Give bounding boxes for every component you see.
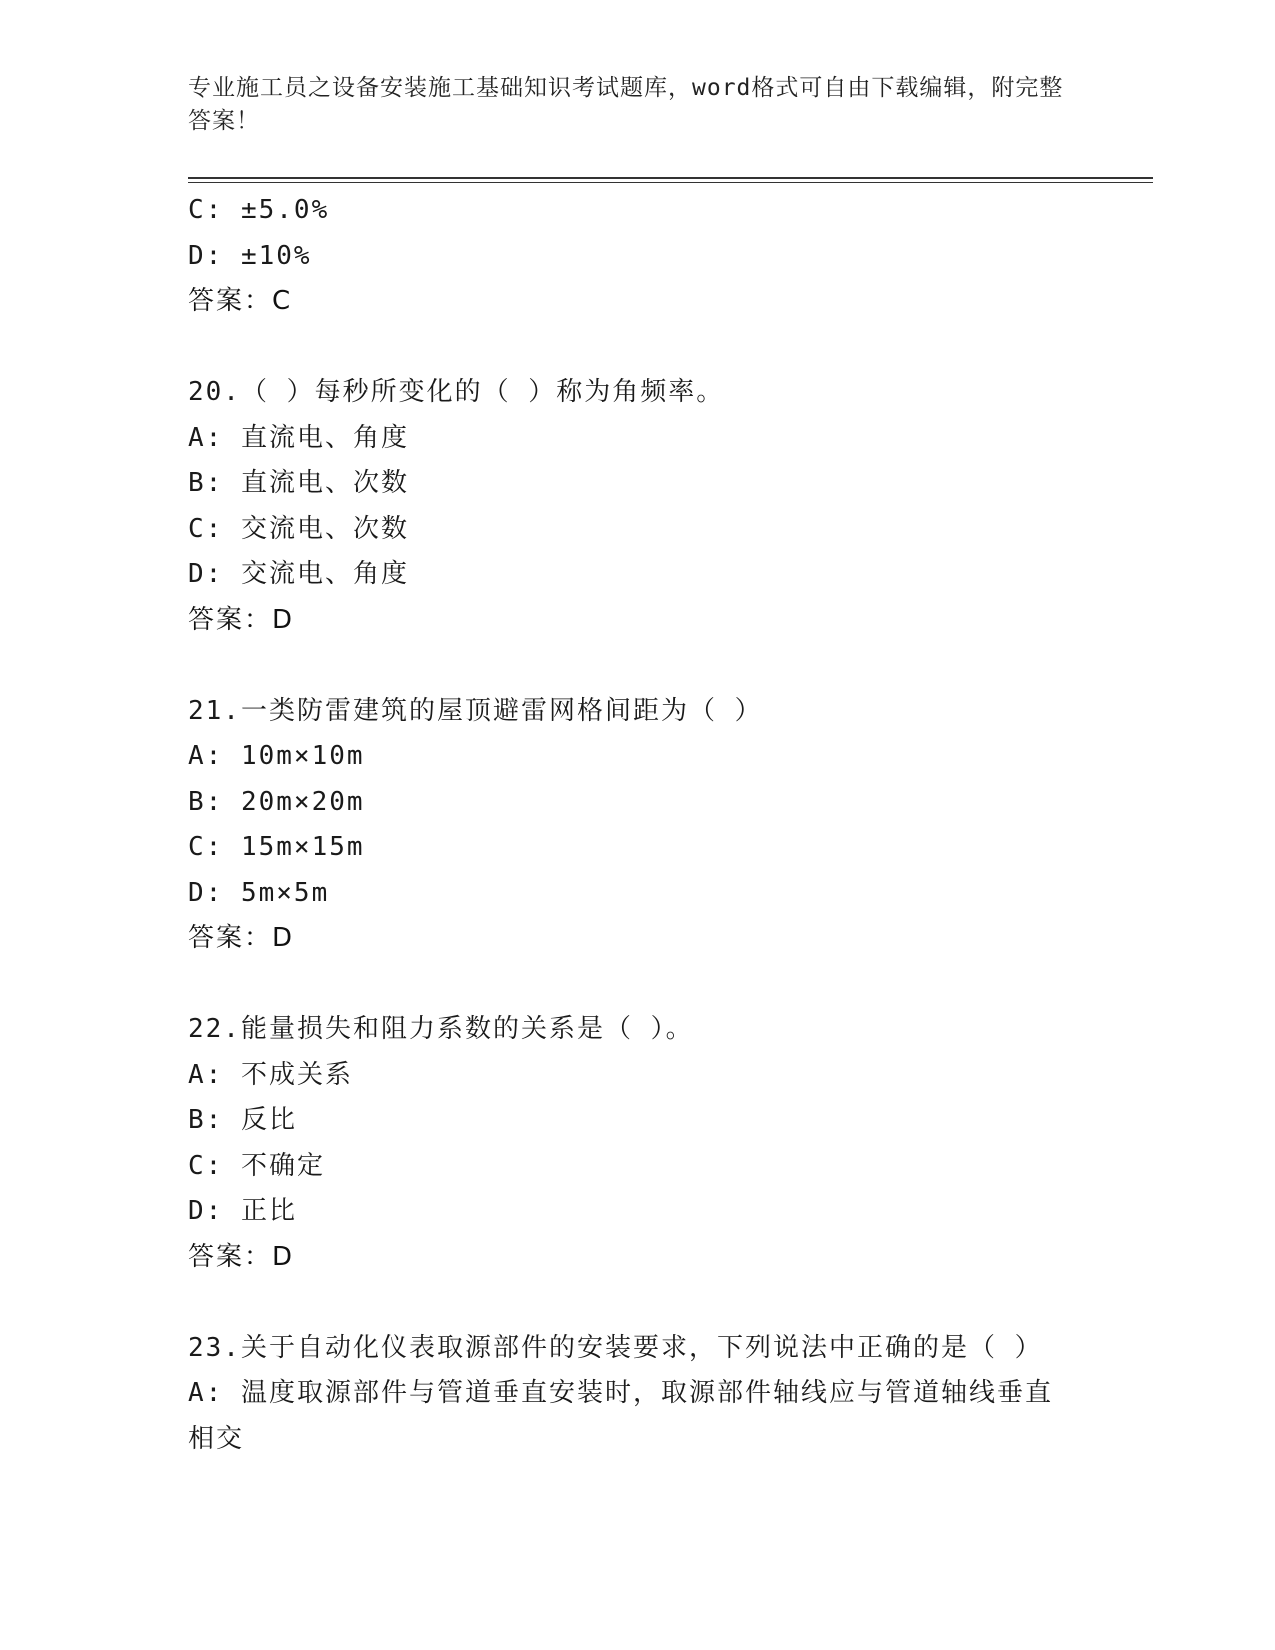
option-a: A: 温度取源部件与管道垂直安装时，取源部件轴线应与管道轴线垂直相交 (188, 1378, 1053, 1454)
header-divider-thick (188, 177, 1153, 179)
option-a: A: 不成关系 (188, 1059, 353, 1090)
option-b: B: 直流电、次数 (188, 468, 409, 498)
spacer (188, 325, 1088, 371)
option-c: C: 不确定 (188, 1150, 325, 1181)
answer-line: 答案：C (188, 286, 293, 316)
answer-line: 答案：D (188, 923, 295, 953)
document-body (188, 188, 1088, 1462)
option-d: D: 交流电、角度 (188, 559, 409, 589)
question-19-partial (188, 188, 1088, 325)
answer-line: 答案：D (188, 604, 295, 635)
question-stem: 23.关于自动化仪表取源部件的安装要求，下列说法中正确的是（ ） (188, 1332, 1043, 1363)
option-d: D: ±10% (188, 240, 312, 271)
answer-line: 答案：D (188, 1241, 295, 1272)
option-c: C: 15m×15m (188, 832, 365, 862)
question-20 (188, 370, 1088, 643)
spacer (188, 962, 1088, 1008)
option-b: B: 反比 (188, 1105, 297, 1135)
question-stem: 22.能量损失和阻力系数的关系是（ ）。 (188, 1014, 694, 1044)
option-d: D: 5m×5m (188, 877, 330, 908)
option-c: C: ±5.0% (188, 195, 330, 225)
header-divider-thin (188, 182, 1153, 183)
question-21 (188, 689, 1088, 962)
option-b: B: 20m×20m (188, 786, 365, 817)
page-header: 专业施工员之设备安装施工基础知识考试题库，word格式可自由下载编辑，附完整答案！ (188, 75, 1064, 134)
option-d: D: 正比 (188, 1196, 297, 1226)
question-stem: 20.（ ）每秒所变化的（ ）称为角频率。 (188, 377, 725, 407)
question-22 (188, 1007, 1088, 1280)
spacer (188, 1280, 1088, 1326)
option-c: C: 交流电、次数 (188, 513, 409, 544)
option-a: A: 10m×10m (188, 741, 365, 771)
spacer (188, 643, 1088, 689)
question-stem: 21.一类防雷建筑的屋顶避雷网格间距为（ ） (188, 695, 763, 726)
question-23 (188, 1326, 1088, 1463)
option-a: A: 直流电、角度 (188, 422, 409, 453)
